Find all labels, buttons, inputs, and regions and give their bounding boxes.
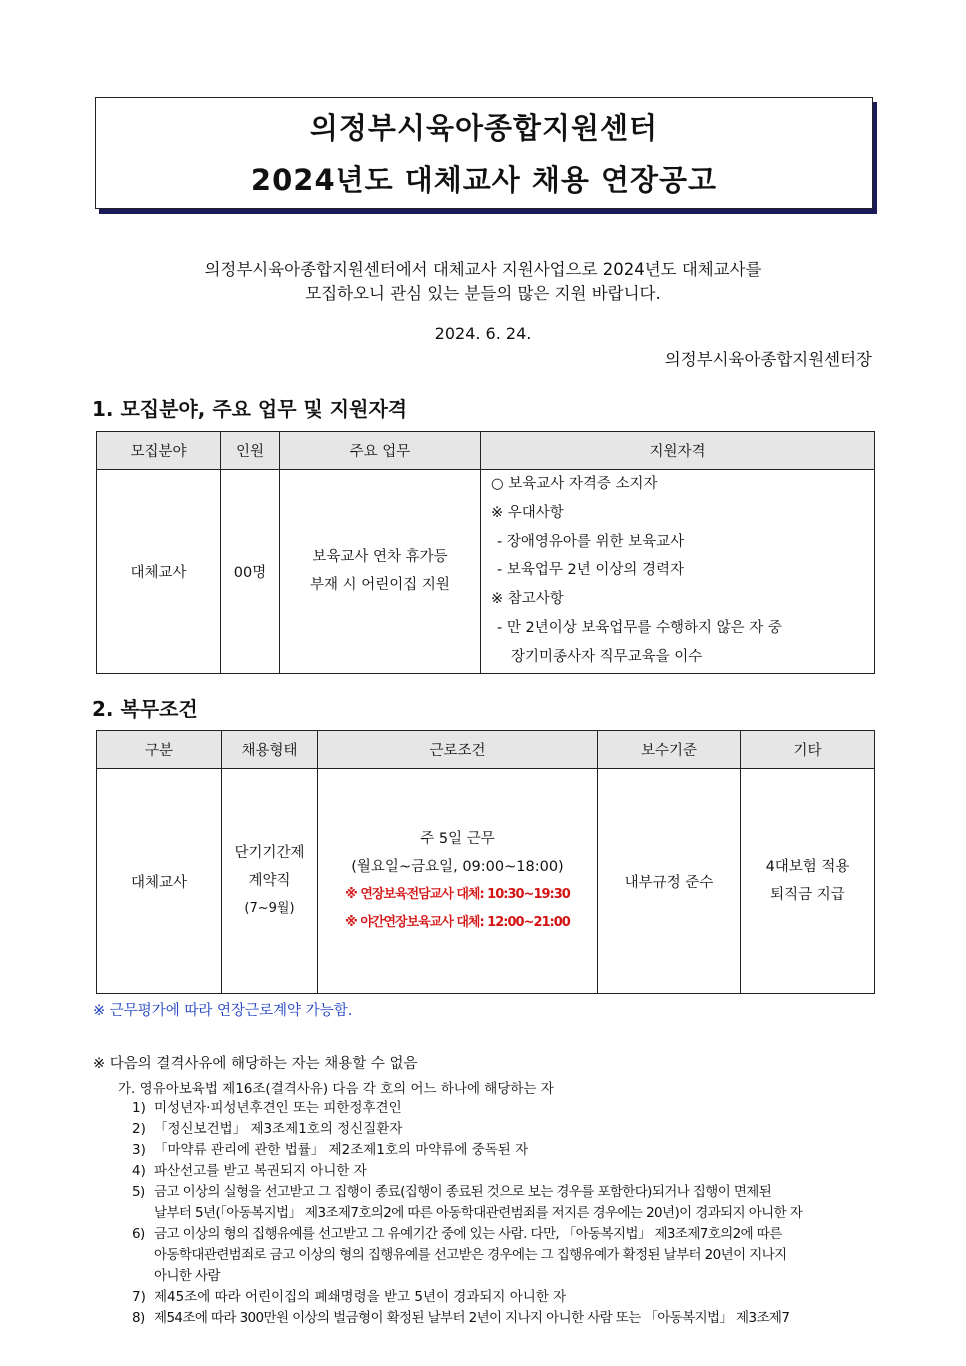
header-pay: 보수기준	[598, 731, 741, 769]
table-header-row	[97, 432, 875, 470]
employment-cell	[222, 769, 318, 994]
item-number: 2)	[132, 1121, 146, 1137]
category-cell: 대체교사	[97, 769, 222, 994]
employment-line-3: (7~9월)	[244, 901, 295, 916]
qualification-line: ○ 보육교사 자격증 소지자	[491, 476, 658, 492]
qualification-line: - 장애영유아를 위한 보육교사	[497, 533, 685, 550]
item-text: 파산선고를 받고 복권되지 아니한 자	[154, 1163, 367, 1179]
duty-cell	[280, 470, 481, 674]
header-category: 구분	[97, 731, 222, 769]
duty-line-2: 부재 시 어린이집 지원	[310, 577, 450, 594]
section-1-title: 1. 모집분야, 주요 업무 및 지원자격	[92, 397, 408, 421]
item-number: 4)	[132, 1163, 146, 1179]
item-number: 8)	[132, 1310, 145, 1326]
intro-line-2: 모집하오니 관심 있는 분들의 많은 지원 바랍니다.	[305, 284, 661, 303]
header-etc: 기타	[741, 731, 875, 769]
qualification-cell	[481, 470, 875, 674]
item-text: 「정신보건법」 제3조제1호의 정신질환자	[154, 1121, 403, 1137]
header-count: 인원	[221, 432, 280, 470]
work-red-line-1: ※ 연장보육전담교사 대체: 10:30~19:30	[345, 887, 570, 902]
table-row	[97, 769, 875, 994]
qualification-line: 장기미종사자 직무교육을 이수	[511, 648, 703, 665]
etc-cell	[741, 769, 875, 994]
header-work: 근로조건	[318, 731, 598, 769]
item-text: 제45조에 따라 어린이집의 폐쇄명령을 받고 5년이 경과되지 아니한 자	[154, 1289, 567, 1305]
field-cell: 대체교사	[97, 470, 221, 674]
list-item	[132, 1224, 877, 1287]
item-text: 미성년자·피성년후견인 또는 피한정후견인	[154, 1100, 402, 1116]
list-item	[132, 1287, 877, 1308]
qualification-line: - 보육업무 2년 이상의 경력자	[497, 562, 684, 579]
qualification-line: - 만 2년이상 보육업무를 수행하지 않은 자 중	[497, 619, 782, 636]
header-field: 모집분야	[97, 432, 221, 470]
item-number: 6)	[132, 1226, 145, 1242]
work-red-line-2: ※ 야간연장보육교사 대체: 12:00~21:00	[345, 915, 570, 930]
item-text-continued: 아동학대관련범죄로 금고 이상의 형의 집행유예를 선고받은 경우에는 그 집행유예가 확정된 날부터 20년이 지나지	[154, 1247, 787, 1263]
item-number: 7)	[132, 1289, 146, 1305]
disqualification-subheading: 가. 영유아보육법 제16조(결격사유) 다음 각 호의 어느 하나에 해당하는 자	[118, 1081, 554, 1097]
item-text: 금고 이상의 실형을 선고받고 그 집행이 종료(집행이 종료된 것으로 보는 경우를 포함한다)되거나 집행이 면제된	[154, 1184, 772, 1200]
item-number: 3)	[132, 1142, 146, 1158]
item-text: 금고 이상의 형의 집행유예를 선고받고 그 유예기간 중에 있는 사람. 다만, 「아동복지법」 제3조제7호의2에 따른	[154, 1226, 782, 1242]
item-number: 5)	[132, 1184, 145, 1200]
list-item	[132, 1182, 877, 1224]
pay-cell: 내부규정 준수	[598, 769, 741, 994]
list-item	[132, 1161, 877, 1182]
signature: 의정부시육아종합지원센터장	[664, 350, 872, 369]
work-line-2: (월요일~금요일, 09:00~18:00)	[351, 859, 564, 875]
title-box	[95, 97, 873, 209]
section-2-title: 2. 복무조건	[92, 697, 198, 721]
disqualification-heading: ※ 다음의 결격사유에 해당하는 자는 채용할 수 없음	[93, 1056, 418, 1072]
item-text-continued: 날부터 5년(「아동복지법」 제3조제7호의2에 따른 아동학대관련범죄를 저지른 경우에는 20년)이 경과되지 아니한 자	[154, 1205, 803, 1221]
employment-line-1: 단기기간제	[234, 845, 305, 861]
list-item	[132, 1119, 877, 1140]
title-line-2: 2024년도 대체교사 채용 연장공고	[250, 163, 718, 197]
header-qualification: 지원자격	[481, 432, 875, 470]
table-row	[97, 470, 875, 674]
work-line-1: 주 5일 근무	[420, 831, 495, 847]
list-item	[132, 1140, 877, 1161]
count-cell: 00명	[221, 470, 280, 674]
extension-note: ※ 근무평가에 따라 연장근로계약 가능함.	[93, 1003, 353, 1019]
item-text: 제54조에 따라 300만원 이상의 벌금형이 확정된 날부터 2년이 지나지 아니한 사람 또는 「아동복지법」 제3조제7	[154, 1310, 790, 1326]
announcement-date: 2024. 6. 24.	[434, 324, 532, 343]
etc-line-1: 4대보험 적용	[765, 859, 850, 875]
list-item	[132, 1098, 877, 1119]
employment-line-2: 계약직	[248, 873, 291, 889]
title-line-1: 의정부시육아종합지원센터	[309, 111, 659, 145]
table-header-row	[97, 731, 875, 769]
recruitment-table	[96, 431, 875, 674]
header-duty: 주요 업무	[280, 432, 481, 470]
etc-line-2: 퇴직금 지급	[770, 887, 845, 903]
item-number: 1)	[132, 1100, 146, 1116]
work-cell	[318, 769, 598, 994]
intro-line-1: 의정부시육아종합지원센터에서 대체교사 지원사업으로 2024년도 대체교사를	[204, 260, 762, 279]
qualification-line: ※ 참고사항	[491, 591, 564, 608]
header-employment: 채용형태	[222, 731, 318, 769]
item-text-continued: 아니한 사람	[154, 1268, 220, 1284]
item-text: 「마약류 관리에 관한 법률」 제2조제1호의 마약류에 중독된 자	[154, 1142, 529, 1158]
conditions-table	[96, 730, 875, 994]
list-item	[132, 1308, 877, 1329]
duty-line-1: 보육교사 연차 휴가등	[312, 549, 448, 566]
qualification-line: ※ 우대사항	[491, 504, 564, 521]
